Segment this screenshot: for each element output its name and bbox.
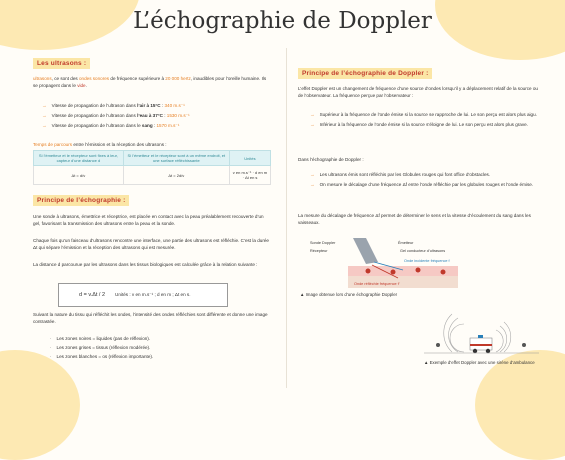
label-reflechie: Onde réfléchie fréquence f’ [354, 282, 400, 286]
principe-para-4: Suivant la nature du tissu qui réfléchit les ondes, l’intensité des ondes réfléchies sont différente et donne une image contrastée. [33, 312, 268, 324]
wheel [473, 349, 477, 353]
observer-left [436, 343, 440, 347]
caption-doppler-image: ▲ Image obtenue lors d’une échographie Doppler [300, 292, 398, 297]
speed-list [42, 103, 272, 129]
table-caption: Temps de parcours entre l’émission et la réception des ultrasons : [33, 142, 167, 147]
probe [353, 238, 378, 264]
label-recepteur: Récepteur [310, 249, 328, 253]
list-item: → Les ultrasons émis sont réfléchis par les Globules rouges qui font office d’obstacles. [310, 172, 491, 177]
section-heading-principe: Principe de l’échographie : [33, 195, 129, 206]
wheel [486, 349, 490, 353]
label-gel: Gel conducteur d’ultrasons [400, 249, 446, 253]
label-emetteur: Émetteur [398, 241, 414, 245]
table-cell: Δt = 2d/v [123, 166, 229, 185]
list-item: → Vitesse de propagation de l’ultrason dans l’eau à 37°C : 1530 m.s⁻¹ [42, 112, 190, 118]
caption-ambulance: ▲ Exemple d’effet Doppler avec une sirène d’ambulance [424, 360, 535, 365]
ambulance-stripe [470, 344, 492, 346]
list-item: · Les zones noires = liquides (pas de réflexion). [50, 336, 151, 341]
doppler-list-1 [310, 112, 542, 129]
doppler-para-2: Dans l’échographie de Doppler : [298, 157, 364, 162]
list-item: → Inférieur à la fréquence de l’onde émise si la source s’éloigne de lui. Le son perçu est alors plus grave. [310, 121, 528, 127]
list-item: → On mesure le décalage d’une fréquence Δf entre l’onde réfléchie par les globules rouges et l’onde émise. [310, 181, 534, 187]
decor-blob [475, 350, 565, 460]
red-cell [366, 269, 371, 274]
page-title: L’échographie de Doppler [133, 8, 432, 34]
section-heading-doppler: Principe de l’échographie de Doppler : [298, 68, 432, 79]
list-item: → Vitesse de propagation de l’ultrason dans l’air à 15°C : 340 m.s⁻¹ [42, 103, 185, 108]
distance-formula-box [58, 283, 228, 307]
siren [478, 335, 483, 338]
principe-para-1: Une sonde à ultrasons, émettrice et réceptrice, est placée en contact avec la peau préalablement recouverte d’un gel, favorisant la transmission des ultrasons entre la peau et la sonde. [33, 214, 264, 226]
red-cell [391, 270, 396, 275]
doppler-diagram [308, 238, 483, 288]
list-item: · Les zones blanches = os (réflexion importante). [50, 353, 154, 359]
principe-para-2: Chaque fois qu’un faisceau d’ultrasons rencontre une interface, une partie des ultrasons est réfléchie. C’est la durée Δt qui sépare l’émission et la réception des ultrasons qui est mesurée. [33, 238, 269, 250]
red-cell [441, 270, 446, 275]
zones-list [50, 336, 270, 360]
table-cell: Δt = d/v [34, 166, 124, 185]
section-heading-ultrasons: Les ultrasons : [33, 58, 90, 69]
doppler-list-2 [310, 172, 542, 189]
list-item: → Vitesse de propagation de l’ultrason dans le sang : 1570 m.s⁻¹ [42, 122, 180, 128]
doppler-para-1: L’effet Doppler est un changement de fréquence d’une source d’ondes lorsqu’il y a déplacement relatif de la source ou de l’observateur. La fréquence perçue par l’observateur : [298, 86, 538, 98]
label-sonde: Sonde Doppler [310, 241, 336, 245]
ultrasons-intro: ultrasons, ce sont des ondes sonores de fréquence supérieure à 20 000 hertz, inaudibles pour l’oreille humaine. Ils se propagent dans le vide. [33, 76, 267, 88]
ambulance-illustration [424, 312, 539, 357]
travel-time-table [33, 150, 271, 185]
table-cell: v en m.s⁻¹ · d en m · Δt en s [229, 166, 270, 185]
column-divider [286, 48, 287, 388]
observer-right [522, 343, 526, 347]
formula: d = v.Δt / 2 [79, 292, 106, 298]
table-header: Unités [229, 151, 270, 166]
list-item: · Les zones grises = tissus (réflexion modérée). [50, 344, 151, 350]
doppler-para-3: La mesure du décalage de fréquence Δf permet de déterminer le sens et la vitesse d’écoulement du sang dans les vaisseaux. [298, 213, 531, 225]
label-incidente: Onde incidente fréquence f [404, 259, 450, 263]
list-item: → Supérieur à la fréquence de l’onde émise si la source se rapproche de lui. Le son perçu est alors plus aigu. [310, 112, 537, 117]
principe-para-3: La distance d parcourue par les ultrasons dans les tissus biologiques est calculée grâce à la relation suivante : [33, 262, 258, 267]
table-header: Si l’émetteur et le récepteur sont fixes à leur, capteur d’une distance d [34, 151, 124, 166]
formula-units: Unités : v en m.s⁻¹ ; d en m ; Δt en s. [115, 292, 191, 297]
table-header: Si l’émetteur et le récepteur sont à un même endroit, et une surface réfléchissante [123, 151, 229, 166]
decor-blob [0, 350, 80, 460]
red-cell [416, 268, 421, 273]
